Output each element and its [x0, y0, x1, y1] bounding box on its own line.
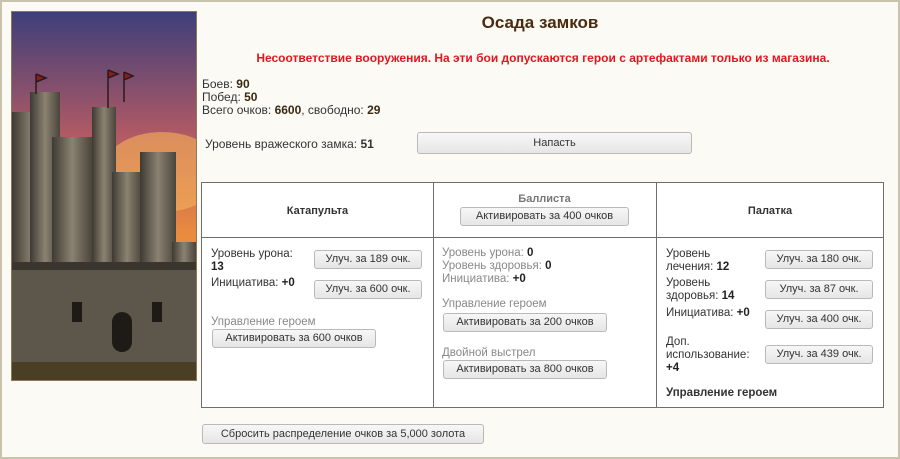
- points-stat: Всего очков: 6600, свободно: 29: [202, 103, 381, 117]
- ballista-hero-control-button[interactable]: Активировать за 200 очков: [443, 313, 607, 332]
- tent-extra-use-label: Доп. использование: +4: [666, 336, 750, 374]
- tent-health-upgrade-button[interactable]: Улуч. за 87 очк.: [765, 280, 873, 299]
- battles-stat: Боев: 90: [202, 77, 250, 91]
- page-title: Осада замков: [481, 13, 599, 32]
- ballista-damage-label: Уровень урона: 0: [442, 247, 534, 259]
- upgrades-table: [201, 182, 884, 408]
- tent-title: Палатка: [747, 205, 793, 217]
- catapult-damage-upgrade-button[interactable]: Улуч. за 189 очк.: [314, 250, 422, 269]
- catapult-initiative-label: Инициатива: +0: [211, 277, 295, 289]
- ballista-hero-control-label: Управление героем: [442, 298, 547, 310]
- catapult-hero-control-button[interactable]: Активировать за 600 очков: [212, 329, 376, 348]
- tent-health-label: Уровень здоровья: 14: [666, 277, 735, 302]
- catapult-initiative-upgrade-button[interactable]: Улуч. за 600 очк.: [314, 280, 422, 299]
- tent-initiative-upgrade-button[interactable]: Улуч. за 400 очк.: [765, 310, 873, 329]
- tent-extra-use-upgrade-button[interactable]: Улуч. за 439 очк.: [765, 345, 873, 364]
- reset-points-button[interactable]: Сбросить распределение очков за 5,000 золота: [202, 424, 484, 444]
- warning-message: Несоответствие вооружения. На эти бои допускаются герои с артефактами только из магазина.: [256, 51, 830, 65]
- ballista-initiative-label: Инициатива: +0: [442, 273, 526, 285]
- tent-heal-upgrade-button[interactable]: Улуч. за 180 очк.: [765, 250, 873, 269]
- wins-stat: Побед: 50: [202, 90, 258, 104]
- tent-heal-label: Уровень лечения: 12: [666, 248, 730, 273]
- tent-initiative-label: Инициатива: +0: [666, 307, 750, 319]
- attack-button[interactable]: Напасть: [417, 132, 692, 154]
- catapult-title: Катапульта: [286, 205, 349, 217]
- catapult-hero-control-label: Управление героем: [211, 316, 316, 328]
- ballista-double-shot-button[interactable]: Активировать за 800 очков: [443, 360, 607, 379]
- ballista-column: [433, 183, 657, 407]
- ballista-double-shot-label: Двойной выстрел: [442, 347, 536, 359]
- ballista-title: Баллиста: [518, 193, 571, 205]
- ballista-health-label: Уровень здоровья: 0: [442, 260, 552, 272]
- tent-column: [657, 183, 883, 407]
- stats-block: [202, 78, 380, 117]
- tent-hero-control-label: Управление героем: [666, 387, 778, 399]
- ballista-activate-button[interactable]: Активировать за 400 очков: [460, 207, 629, 226]
- castle-image: [11, 11, 197, 381]
- catapult-damage-label: Уровень урона: 13: [211, 248, 293, 273]
- catapult-column: [202, 183, 434, 407]
- enemy-castle-level: Уровень вражеского замка: 51: [205, 137, 374, 151]
